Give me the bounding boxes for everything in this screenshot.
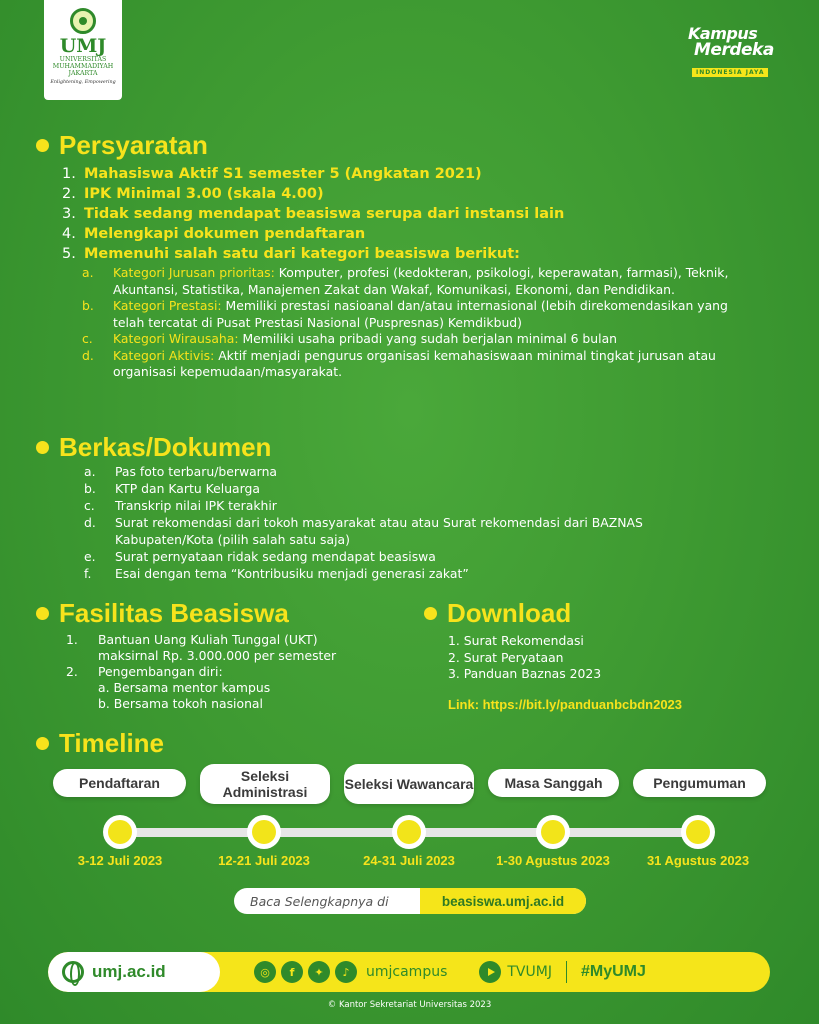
list-item: 2. Surat Peryataan xyxy=(448,649,564,665)
footer-socials xyxy=(254,961,447,983)
umj-seal-icon xyxy=(70,8,96,34)
item-letter: b. xyxy=(84,481,96,496)
item-body xyxy=(113,331,617,348)
footer-bar xyxy=(48,952,770,992)
copyright-text: © Kantor Sekretariat Universitas 2023 xyxy=(327,1000,492,1010)
footer-hashtag: #MyUMJ xyxy=(580,963,646,980)
item-number: 1. xyxy=(62,166,76,182)
item-text: Pengembangan diri: xyxy=(98,664,223,679)
item-text: Memenuhi salah satu dari kategori beasiswa berikut: xyxy=(84,246,520,262)
list-item xyxy=(66,632,386,664)
kategori-label: Kategori Aktivis: xyxy=(113,347,215,363)
bullet-dot-icon xyxy=(36,441,49,454)
item-text: Surat pernyataan ridak sedang mendapat beasiswa xyxy=(115,549,436,564)
list-item xyxy=(66,664,386,680)
youtube-icon xyxy=(479,961,501,983)
footer-divider xyxy=(566,961,567,983)
umj-name: UMJ xyxy=(59,35,107,57)
item-text: IPK Minimal 3.00 (skala 4.00) xyxy=(84,186,324,202)
item-number: 2. xyxy=(66,664,78,679)
kategori-label: Kategori Wirausaha: xyxy=(113,331,239,346)
item-letter: c. xyxy=(82,331,93,346)
list-item xyxy=(82,265,762,298)
item-text: KTP dan Kartu Keluarga xyxy=(115,481,260,496)
timeline-stage-pendaftaran: Pendaftaran xyxy=(53,769,186,797)
fasilitas-title xyxy=(36,598,289,629)
download-title xyxy=(424,598,571,629)
umj-logo xyxy=(44,0,122,100)
footer-website[interactable] xyxy=(48,952,220,992)
footer-youtube[interactable] xyxy=(479,961,552,983)
item-text: Esai dengan tema “Kontribusiku menjadi generasi zakat” xyxy=(115,566,469,581)
umj-line2: MUHAMMADIYAH xyxy=(52,63,114,70)
social-handle: umjcampus xyxy=(366,964,448,980)
timeline-stage-sanggah: Masa Sanggah xyxy=(488,769,619,797)
fasilitas-list xyxy=(66,632,386,712)
download-title-text: Download xyxy=(447,598,572,628)
timeline-dot-icon xyxy=(247,815,281,849)
timeline-title-text: Timeline xyxy=(59,728,165,758)
item-number: 1. xyxy=(66,632,78,647)
list-item xyxy=(84,548,724,565)
timeline-dot-icon xyxy=(103,815,137,849)
list-item xyxy=(62,224,762,244)
timeline-dot-icon xyxy=(681,815,715,849)
km-line1: Kampus xyxy=(688,24,758,43)
read-more-link[interactable]: beasiswa.umj.ac.id xyxy=(420,888,586,914)
bullet-dot-icon xyxy=(36,607,49,620)
item-number: 5. xyxy=(62,246,76,262)
timeline-date: 31 Agustus 2023 xyxy=(646,853,750,868)
kategori-label: Kategori Prestasi: xyxy=(113,298,222,313)
item-text: Bantuan Uang Kuliah Tunggal (UKT) maksirnal Rp. 3.000.000 per semester xyxy=(98,632,337,663)
item-letter: d. xyxy=(84,515,96,530)
item-body xyxy=(113,298,762,331)
item-letter: d. xyxy=(82,347,94,363)
umj-line3: JAKARTA xyxy=(68,70,98,77)
item-letter: a. xyxy=(82,265,94,280)
persyaratan-list xyxy=(62,164,762,381)
persyaratan-title xyxy=(36,130,208,161)
instagram-icon[interactable]: ◎ xyxy=(254,961,276,983)
footer-website-text: umj.ac.id xyxy=(92,962,166,981)
umj-line1: UNIVERSITAS xyxy=(59,56,107,63)
bullet-dot-icon xyxy=(424,607,437,620)
list-item xyxy=(62,184,762,204)
item-text: Tidak sedang mendapat beasiswa serupa dari instansi lain xyxy=(84,206,565,222)
bullet-dot-icon xyxy=(36,139,49,152)
item-number: 3. xyxy=(62,206,76,222)
persyaratan-title-text: Persyaratan xyxy=(59,130,208,160)
kategori-text: Aktif menjadi pengurus organisasi kemahasiswaan minimal tingkat jurusan atau organisasi kepemudaan/masyarakat. xyxy=(113,347,716,379)
timeline-dot-icon xyxy=(392,815,426,849)
item-body xyxy=(113,348,762,381)
item-text: Pas foto terbaru/berwarna xyxy=(115,464,278,479)
list-item xyxy=(84,565,724,582)
timeline-stage-administrasi: Seleksi Administrasi xyxy=(200,764,330,804)
item-letter: f. xyxy=(84,566,92,581)
list-item: 1. Surat Rekomendasi xyxy=(448,633,584,648)
facebook-icon[interactable]: f xyxy=(281,961,303,983)
list-item xyxy=(84,514,724,548)
list-item xyxy=(82,348,762,381)
km-line2: Merdeka xyxy=(694,40,774,60)
list-item: 3. Panduan Baznas 2023 xyxy=(448,666,602,681)
timeline-date: 3-12 Juli 2023 xyxy=(77,853,163,868)
list-item xyxy=(84,497,724,514)
item-text: Mahasiswa Aktif S1 semester 5 (Angkatan 2021) xyxy=(84,166,482,182)
timeline-dot-icon xyxy=(536,815,570,849)
list-item xyxy=(62,244,762,264)
item-text: Transkrip nilai IPK terakhir xyxy=(115,498,277,513)
item-letter: a. xyxy=(84,464,96,479)
kampus-merdeka-logo xyxy=(688,26,780,78)
timeline-date: 12-21 Juli 2023 xyxy=(218,853,310,868)
timeline-date: 1-30 Agustus 2023 xyxy=(496,853,610,868)
item-letter: b. xyxy=(82,298,94,313)
kategori-text: Komputer, profesi (kedokteran, psikologi, keperawatan, farmasi), Teknik, Akuntansi, Statistika, Manajemen Zakat dan Wakaf, Komunikasi, Ekonomi, dan Pendidikan. xyxy=(113,265,729,297)
item-letter: c. xyxy=(84,498,95,513)
read-more-text: Baca Selengkapnya di xyxy=(250,893,389,909)
download-link[interactable]: Link: https://bit.ly/panduanbcbdn2023 xyxy=(448,697,683,712)
item-text: Surat rekomendasi dari tokoh masyarakat atau atau Surat rekomendasi dari BAZNAS Kabupaten/Kota (pilih salah satu saja) xyxy=(115,515,643,547)
km-bar: INDONESIA JAYA xyxy=(692,68,768,77)
item-letter: e. xyxy=(84,549,96,564)
item-body xyxy=(113,265,762,298)
timeline-stage-wawancara: Seleksi Wawancara xyxy=(344,764,474,804)
timeline-title xyxy=(36,728,164,759)
kategori-text: Memiliki prestasi nasioanal dan/atau internasional (lebih direkomendasikan yang telah tercatat di Pusat Prestasi Nasional (Puspresnas) Kemdikbud) xyxy=(113,298,728,330)
list-item xyxy=(82,298,762,331)
timeline-date: 24-31 Juli 2023 xyxy=(363,853,455,868)
kategori-list xyxy=(82,265,762,381)
list-subitem: b. Bersama tokoh nasional xyxy=(98,696,263,711)
timeline-stage-pengumuman: Pengumuman xyxy=(633,769,766,797)
item-number: 2. xyxy=(62,186,76,202)
twitter-icon[interactable]: ✦ xyxy=(308,961,330,983)
read-more-banner[interactable] xyxy=(234,888,586,914)
item-text: Melengkapi dokumen pendaftaran xyxy=(84,226,366,242)
list-item xyxy=(84,480,724,497)
umj-tagline: Enlightening, Empowering xyxy=(50,80,116,85)
list-subitem: a. Bersama mentor kampus xyxy=(98,680,271,695)
youtube-handle: TVUMJ xyxy=(507,964,552,980)
list-item xyxy=(84,463,724,480)
list-item xyxy=(82,331,762,348)
item-number: 4. xyxy=(62,226,76,242)
bullet-dot-icon xyxy=(36,737,49,750)
berkas-title xyxy=(36,432,271,463)
berkas-list xyxy=(84,463,724,582)
tiktok-icon[interactable]: ♪ xyxy=(335,961,357,983)
kategori-label: Kategori Jurusan prioritas: xyxy=(113,265,275,280)
globe-icon xyxy=(62,961,84,983)
berkas-title-text: Berkas/Dokumen xyxy=(59,432,272,462)
list-item xyxy=(62,164,762,184)
kategori-text: Memiliki usaha pribadi yang sudah berjalan minimal 6 bulan xyxy=(238,331,618,346)
fasilitas-title-text: Fasilitas Beasiswa xyxy=(59,598,289,628)
download-list xyxy=(448,633,768,683)
list-item xyxy=(62,204,762,224)
